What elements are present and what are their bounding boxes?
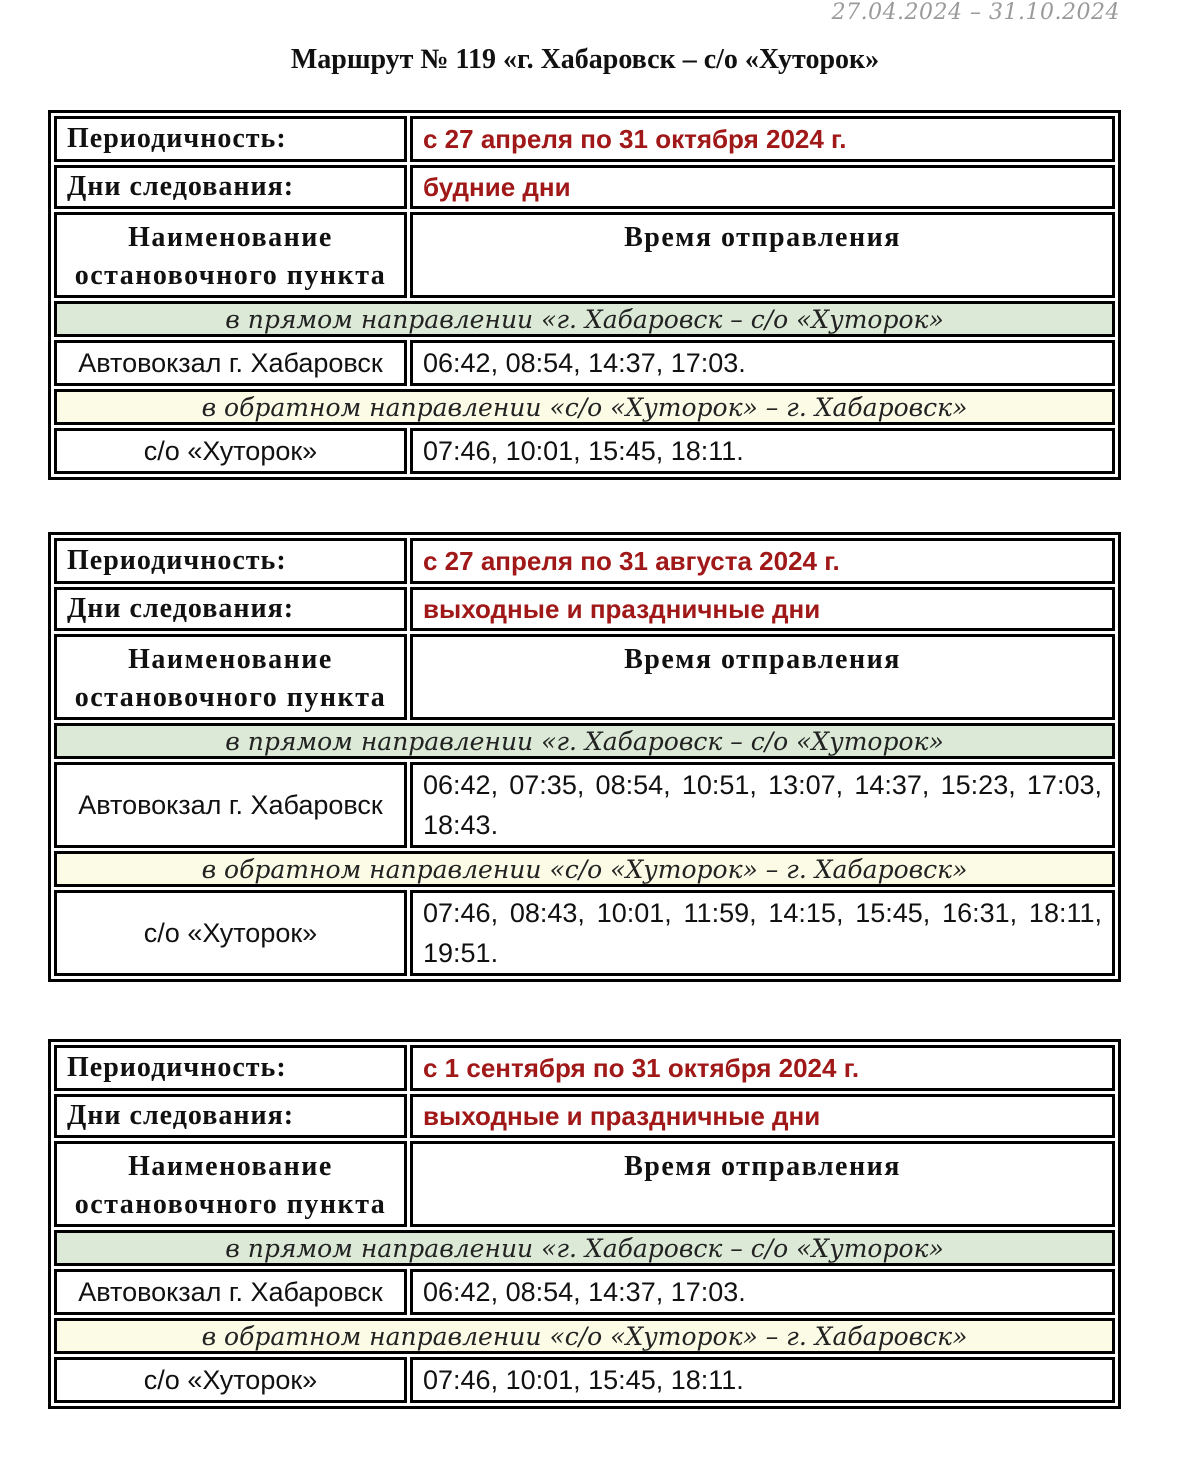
stop-name-header: Наименование остановочного пункта — [54, 212, 407, 298]
forward-stop-row — [54, 762, 1115, 848]
column-header-row — [54, 634, 1115, 720]
forward-times: 06:42, 07:35, 08:54, 10:51, 13:07, 14:37, 15:23, 17:03, 18:43. — [410, 762, 1115, 848]
periodicity-value: с 27 апреля по 31 октября 2024 г. — [410, 116, 1115, 162]
backward-direction-row — [54, 389, 1115, 425]
backward-stop-name: с/о «Хуторок» — [54, 428, 407, 474]
backward-times: 07:46, 08:43, 10:01, 11:59, 14:15, 15:45, 16:31, 18:11, 19:51. — [410, 890, 1115, 976]
days-row — [54, 1094, 1115, 1138]
days-label: Дни следования: — [54, 587, 407, 631]
periodicity-row — [54, 116, 1115, 162]
route-title: Маршрут № 119 «г. Хабаровск – с/о «Хуторок» — [290, 44, 880, 75]
forward-direction-row — [54, 1230, 1115, 1266]
departure-time-header: Время отправления — [410, 1141, 1115, 1227]
departure-time-header: Время отправления — [410, 634, 1115, 720]
days-value: выходные и праздничные дни — [410, 1094, 1115, 1138]
backward-direction-label: в обратном направлении «с/о «Хуторок» – г. Хабаровск» — [54, 389, 1115, 425]
periodicity-value: с 27 апреля по 31 августа 2024 г. — [410, 538, 1115, 584]
forward-direction-row — [54, 723, 1115, 759]
schedule-table-weekends-summer — [48, 532, 1121, 982]
forward-direction-label: в прямом направлении «г. Хабаровск – с/о «Хуторок» — [54, 1230, 1115, 1266]
days-label: Дни следования: — [54, 1094, 407, 1138]
days-value: выходные и праздничные дни — [410, 587, 1115, 631]
backward-stop-name: с/о «Хуторок» — [54, 890, 407, 976]
forward-direction-label: в прямом направлении «г. Хабаровск – с/о «Хуторок» — [54, 301, 1115, 337]
backward-direction-row — [54, 1318, 1115, 1354]
column-header-row — [54, 1141, 1115, 1227]
days-row — [54, 165, 1115, 209]
periodicity-label: Периодичность: — [54, 1045, 407, 1091]
backward-stop-row — [54, 1357, 1115, 1403]
periodicity-label: Периодичность: — [54, 538, 407, 584]
forward-times: 06:42, 08:54, 14:37, 17:03. — [410, 340, 1115, 386]
date-range: 27.04.2024 – 31.10.2024 — [831, 0, 1120, 25]
schedule-table-weekends-autumn — [48, 1039, 1121, 1409]
days-label: Дни следования: — [54, 165, 407, 209]
periodicity-row — [54, 1045, 1115, 1091]
backward-stop-row — [54, 890, 1115, 976]
stop-name-header: Наименование остановочного пункта — [54, 1141, 407, 1227]
backward-stop-row — [54, 428, 1115, 474]
backward-direction-row — [54, 851, 1115, 887]
periodicity-row — [54, 538, 1115, 584]
forward-stop-name: Автовокзал г. Хабаровск — [54, 340, 407, 386]
stop-name-header: Наименование остановочного пункта — [54, 634, 407, 720]
backward-direction-label: в обратном направлении «с/о «Хуторок» – г. Хабаровск» — [54, 1318, 1115, 1354]
backward-times: 07:46, 10:01, 15:45, 18:11. — [410, 428, 1115, 474]
days-value: будние дни — [410, 165, 1115, 209]
backward-direction-label: в обратном направлении «с/о «Хуторок» – г. Хабаровск» — [54, 851, 1115, 887]
forward-stop-row — [54, 1269, 1115, 1315]
backward-stop-name: с/о «Хуторок» — [54, 1357, 407, 1403]
forward-stop-name: Автовокзал г. Хабаровск — [54, 1269, 407, 1315]
forward-times: 06:42, 08:54, 14:37, 17:03. — [410, 1269, 1115, 1315]
periodicity-value: с 1 сентября по 31 октября 2024 г. — [410, 1045, 1115, 1091]
periodicity-label: Периодичность: — [54, 116, 407, 162]
column-header-row — [54, 212, 1115, 298]
backward-times: 07:46, 10:01, 15:45, 18:11. — [410, 1357, 1115, 1403]
forward-direction-row — [54, 301, 1115, 337]
days-row — [54, 587, 1115, 631]
forward-stop-name: Автовокзал г. Хабаровск — [54, 762, 407, 848]
forward-direction-label: в прямом направлении «г. Хабаровск – с/о «Хуторок» — [54, 723, 1115, 759]
forward-stop-row — [54, 340, 1115, 386]
schedule-table-weekdays — [48, 110, 1121, 480]
departure-time-header: Время отправления — [410, 212, 1115, 298]
